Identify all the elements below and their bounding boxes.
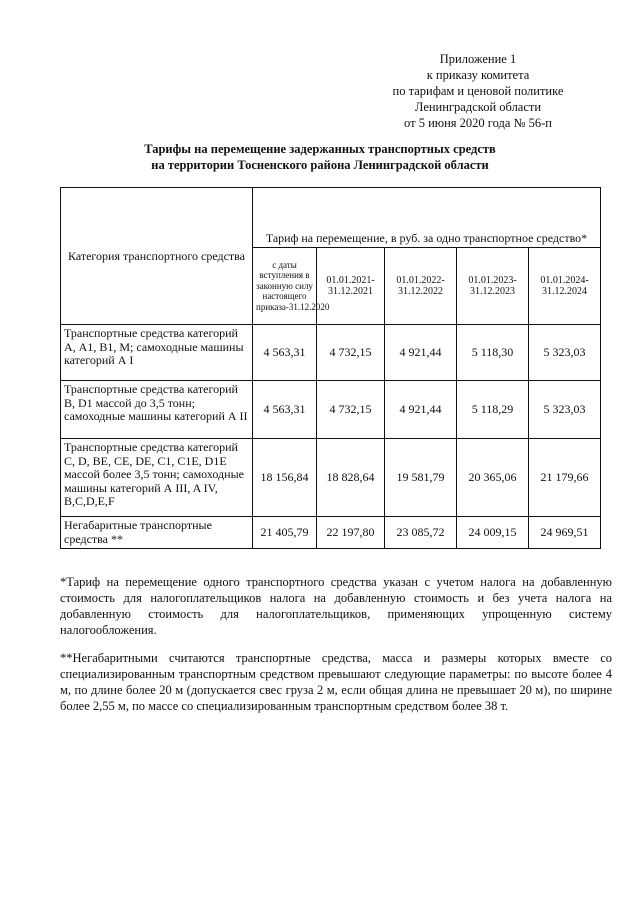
category-cell: Транспортные средства категорий В, D1 массой до 3,5 тонн; самоходные машины категорий А II [61,381,253,439]
appendix-line: Приложение 1 [439,52,517,66]
tariff-value: 5 323,03 [529,325,601,381]
tariff-value: 20 365,06 [457,439,529,517]
tariff-value: 5 118,29 [457,381,529,439]
period-header: 01.01.2021-31.12.2021 [317,248,385,325]
tariff-value: 21 179,66 [529,439,601,517]
period-header: 01.01.2022-31.12.2022 [385,248,457,325]
appendix-line: к приказу комитета [426,68,530,82]
tariff-value: 4 563,31 [253,381,317,439]
tariff-value: 4 732,15 [317,381,385,439]
category-cell: Транспортные средства категорий А, А1, В1, М; самоходные машины категорий А I [61,325,253,381]
tariff-value: 5 323,03 [529,381,601,439]
tariff-value: 23 085,72 [385,517,457,549]
appendix-line: от 5 июня 2020 года № 56-п [404,116,552,130]
period-header: 01.01.2024-31.12.2024 [529,248,601,325]
tariff-value: 4 732,15 [317,325,385,381]
table-row [61,325,601,381]
tariff-value: 18 828,64 [317,439,385,517]
period-header: 01.01.2023-31.12.2023 [457,248,529,325]
tariff-value: 24 009,15 [457,517,529,549]
tariff-value: 18 156,84 [253,439,317,517]
footnote-oversize: **Негабаритными считаются транспортные средства, масса и размеры которых вместе со специализированным транспортным средством превышают следующие параметры: по высоте более 4 м, по длине более 20 м (допускается свес груза 2 м, если общая длина не превышает 20 м), по ширине более 2,55 м, по массе со специализированным транспортным средством более 38 т. [60,651,612,713]
tariff-header: Тариф на перемещение, в руб. за одно транспортное средство* [253,188,601,248]
period-header: с даты вступления в законную силу настоящего приказа-31.12.2020 [253,248,317,325]
category-header: Категория транспортного средства [61,188,253,325]
category-cell: Негабаритные транспортные средства ** [61,517,253,549]
category-cell: Транспортные средства категорий С, D, ВЕ, СЕ, DE, С1, С1Е, D1E массой более 3,5 тонн; самоходные машины категорий А III, A IV, B,C,D,E,F [61,439,253,517]
footnote-vat: *Тариф на перемещение одного транспортного средства указан с учетом налога на добавленную стоимость для налогоплательщиков налога на добавленную стоимость и без учета налога на добавленную стоимость для налогоплательщиков, применяющих упрощенную систему налогообложения. [60,575,612,637]
table-row [61,381,601,439]
tariff-value: 4 921,44 [385,325,457,381]
table-row [61,439,601,517]
appendix-line: Ленинградской области [414,100,542,114]
title-line-2: на территории Тосненского района Ленинградской области [151,158,489,172]
tariff-value: 5 118,30 [457,325,529,381]
document-title [0,141,640,173]
table-row [61,517,601,549]
title-line-1: Тарифы на перемещение задержанных транспортных средств [144,142,496,156]
tariff-table [60,187,601,549]
tariff-value: 19 581,79 [385,439,457,517]
tariff-value: 21 405,79 [253,517,317,549]
tariff-value: 24 969,51 [529,517,601,549]
tariff-value: 4 563,31 [253,325,317,381]
tariff-value: 22 197,80 [317,517,385,549]
appendix-block [358,51,598,131]
tariff-value: 4 921,44 [385,381,457,439]
appendix-line: по тарифам и ценовой политике [392,84,564,98]
